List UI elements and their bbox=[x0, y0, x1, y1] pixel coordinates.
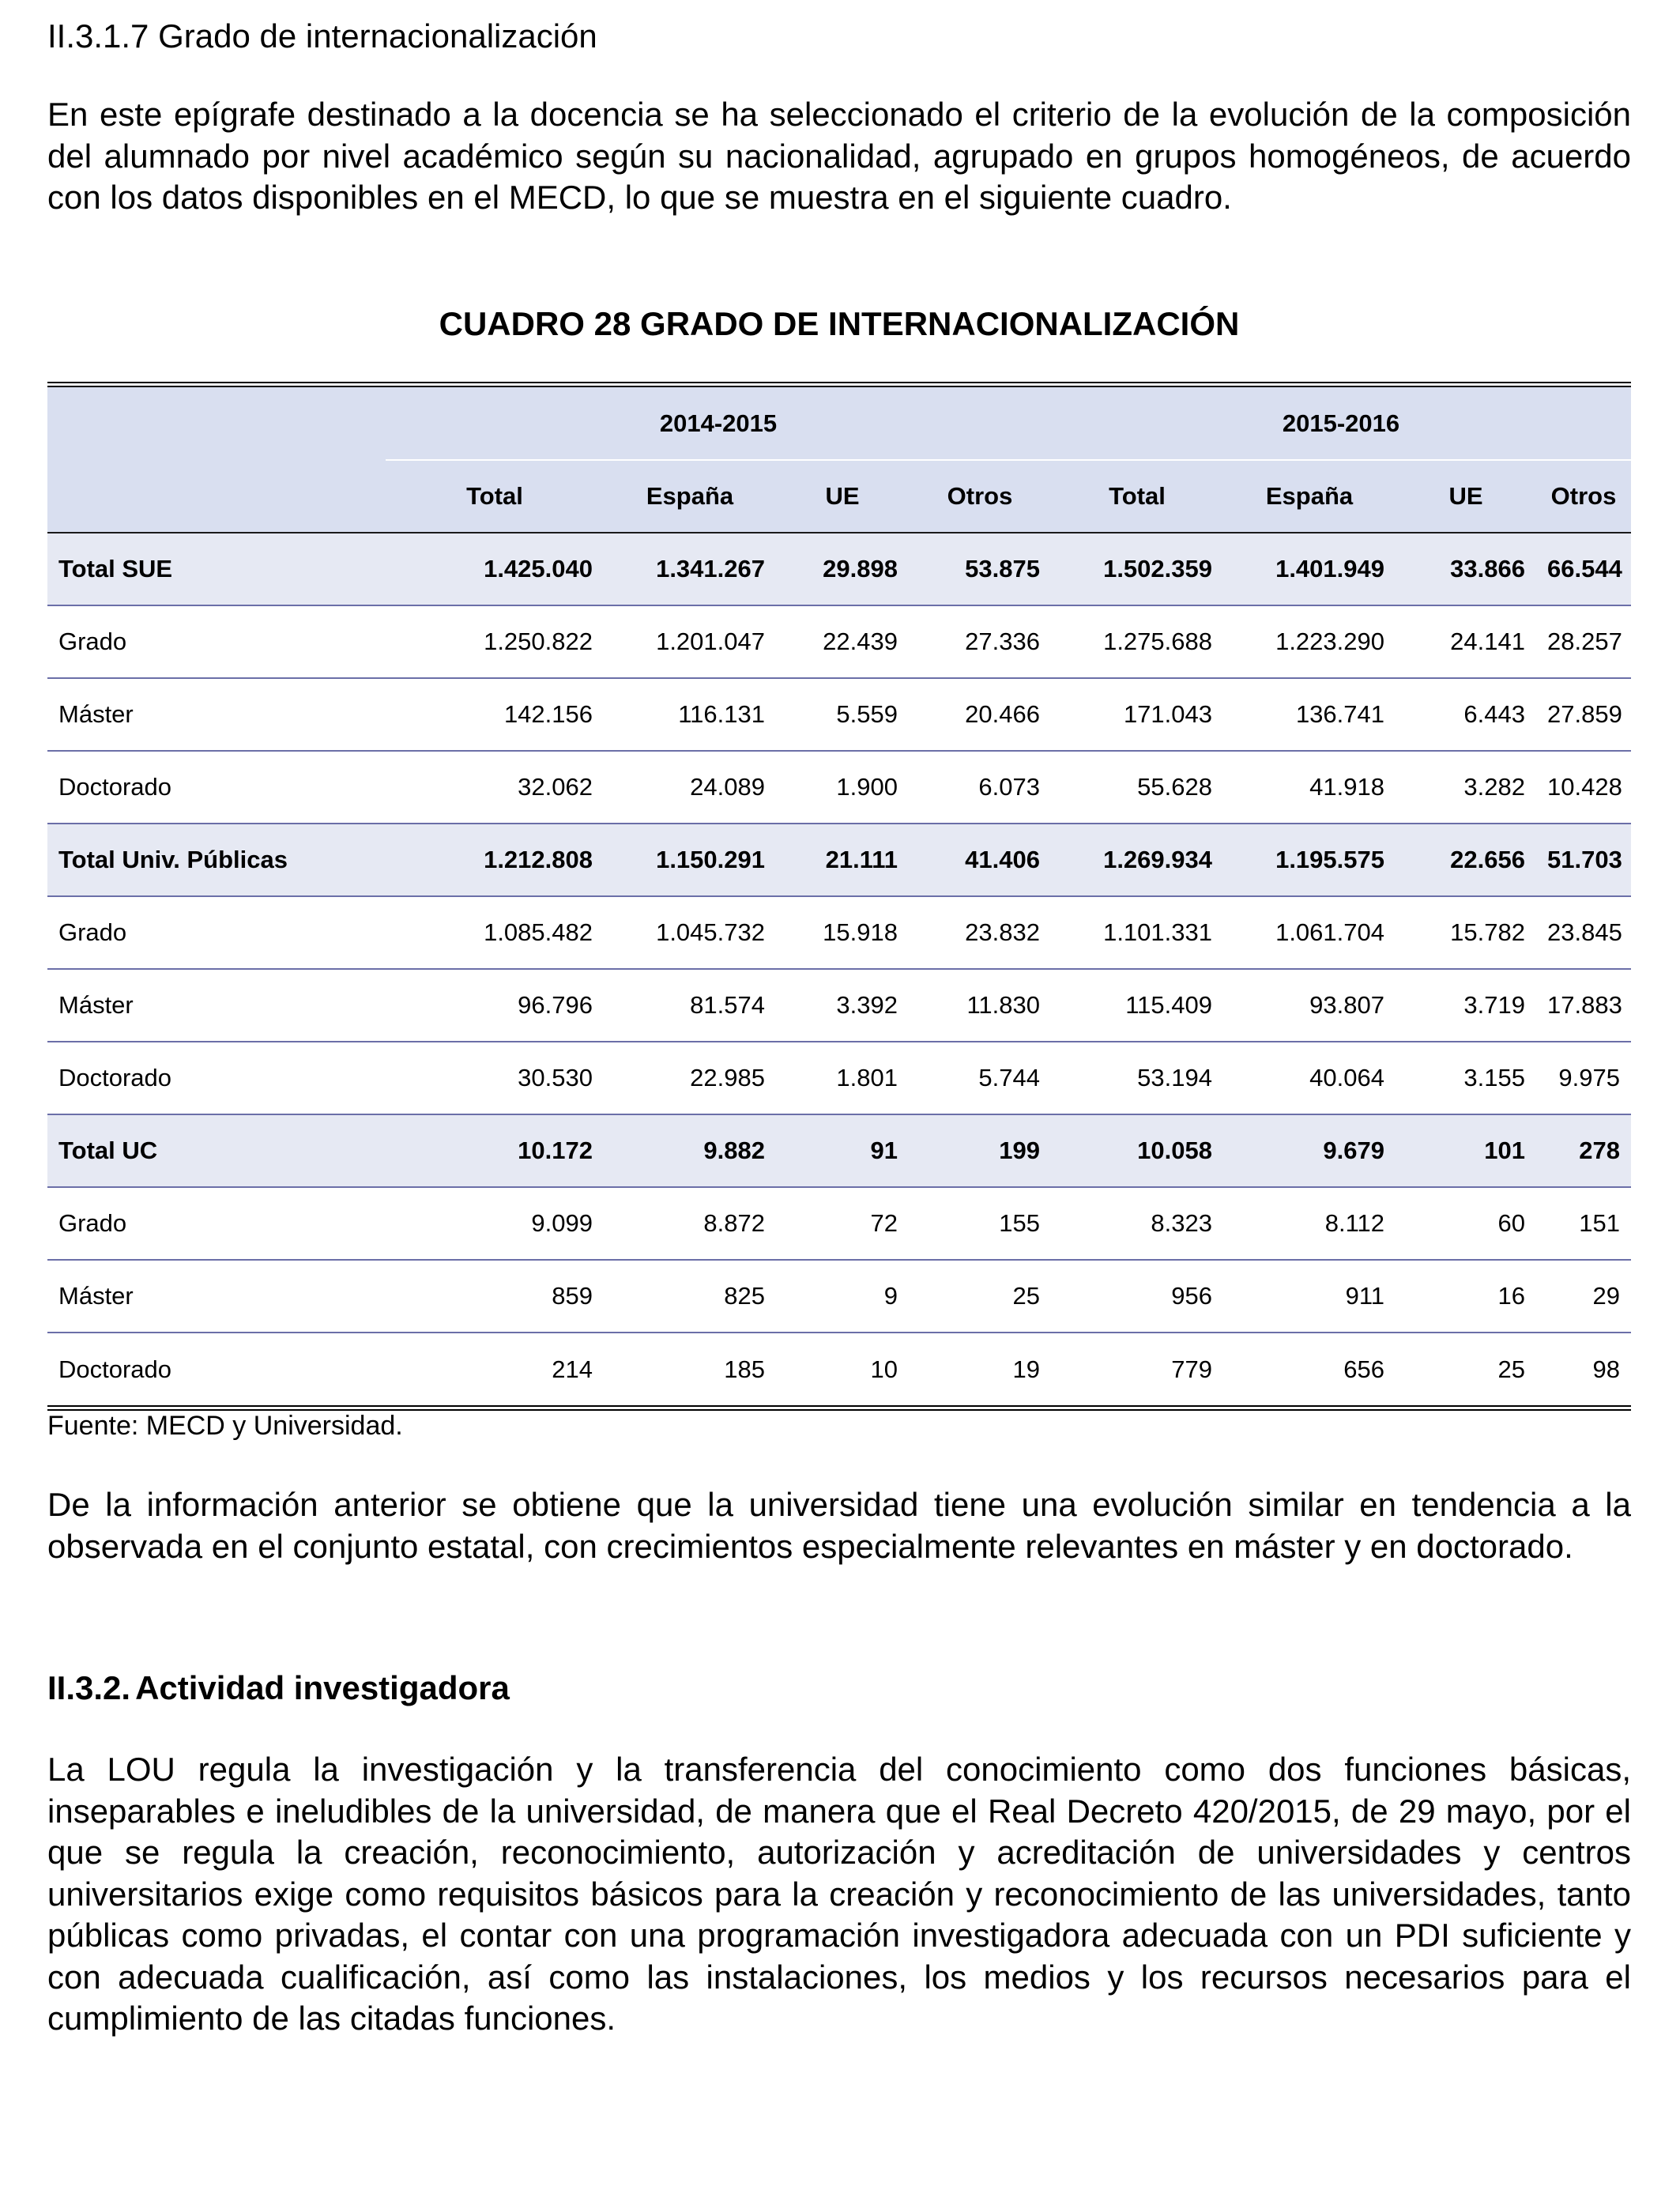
table-cell: 1.061.704 bbox=[1223, 896, 1396, 969]
row-label: Total Univ. Públicas bbox=[47, 824, 386, 896]
table-cell: 30.530 bbox=[386, 1042, 604, 1114]
table-cell: 91 bbox=[776, 1114, 909, 1187]
table-cell: 25 bbox=[1497, 1355, 1525, 1383]
table-cell: 10.428 bbox=[1536, 751, 1631, 824]
row-label: Total SUE bbox=[47, 533, 386, 605]
table-cell: 3.719 bbox=[1396, 969, 1536, 1042]
table-cell: 1.425.040 bbox=[386, 533, 604, 605]
column-header: Otros bbox=[909, 460, 1051, 533]
table-cell: 23.832 bbox=[909, 896, 1051, 969]
year-header: 2015-2016 bbox=[1051, 387, 1631, 460]
table-cell: 115.409 bbox=[1051, 969, 1223, 1042]
table-row bbox=[47, 605, 1631, 678]
table-cell: 15.918 bbox=[776, 896, 909, 969]
table-cell: 779 bbox=[1171, 1355, 1212, 1383]
table-cell: 15.782 bbox=[1396, 896, 1536, 969]
column-header: UE bbox=[1396, 460, 1536, 533]
table-cell: 8.872 bbox=[604, 1187, 776, 1260]
table-cell: 98 bbox=[1592, 1355, 1620, 1383]
table-row bbox=[47, 969, 1631, 1042]
table-cell: 155 bbox=[909, 1187, 1051, 1260]
table-cell: 32.062 bbox=[386, 751, 604, 824]
table-cell: 5.559 bbox=[776, 678, 909, 751]
row-label: Máster bbox=[47, 969, 386, 1042]
table-row bbox=[47, 896, 1631, 969]
table-cell: 151 bbox=[1536, 1187, 1631, 1260]
conclusion-paragraph: De la información anterior se obtiene que la universidad tiene una evolución similar en tendencia a la observada en el conjunto estatal, con crecimientos especialmente relevantes en máster y en doctorado. bbox=[47, 1486, 1631, 1565]
table-cell: 60 bbox=[1396, 1187, 1536, 1260]
row-label: Grado bbox=[47, 605, 386, 678]
internationalization-table bbox=[47, 382, 1631, 1411]
table-cell: 27.859 bbox=[1536, 678, 1631, 751]
table-cell: 3.392 bbox=[776, 969, 909, 1042]
table-cell: 656 bbox=[1343, 1355, 1384, 1383]
table-source: Fuente: MECD y Universidad. bbox=[47, 1411, 403, 1441]
table-cell: 53.194 bbox=[1051, 1042, 1223, 1114]
table-body bbox=[47, 533, 1631, 1405]
table-cell: 142.156 bbox=[386, 678, 604, 751]
column-header: Total bbox=[386, 460, 604, 533]
table-cell: 1.502.359 bbox=[1051, 533, 1223, 605]
table-cell: 1.150.291 bbox=[604, 824, 776, 896]
table-cell: 1.201.047 bbox=[604, 605, 776, 678]
table-cell: 9.882 bbox=[604, 1114, 776, 1187]
table-cell: 29 bbox=[1536, 1260, 1631, 1333]
table-cell: 23.845 bbox=[1536, 896, 1631, 969]
row-label: Grado bbox=[47, 896, 386, 969]
table-cell: 3.282 bbox=[1396, 751, 1536, 824]
row-label: Máster bbox=[47, 678, 386, 751]
corner-cell bbox=[47, 387, 386, 533]
table-cell: 278 bbox=[1536, 1114, 1631, 1187]
table-row bbox=[47, 1187, 1631, 1260]
table-cell: 1.801 bbox=[776, 1042, 909, 1114]
table-title: CUADRO 28 GRADO DE INTERNACIONALIZACIÓN bbox=[439, 305, 1240, 342]
table-cell: 171.043 bbox=[1051, 678, 1223, 751]
table-cell: 1.212.808 bbox=[386, 824, 604, 896]
table-cell: 17.883 bbox=[1536, 969, 1631, 1042]
section-paragraph: La LOU regula la investigación y la transferencia del conocimiento como dos funciones básicas, inseparables e ineludibles de la universidad, de manera que el Real Decreto 420/2015, de 29 mayo, por el que se regula la creación, reconocimiento, autorización y acreditación de universidades y centros universitarios exige como requisitos básicos para la creación y reconocimiento de las universidades, tanto públicas como privadas, el contar con una programación investigadora adecuada con un PDI suficiente y con adecuada cualificación, así como las instalaciones, los medios y los recursos necesarios para el cumplimiento de las citadas funciones. bbox=[47, 1751, 1631, 2037]
table-row bbox=[47, 678, 1631, 751]
subsection-heading: II.3.1.7 Grado de internacionalización bbox=[47, 17, 597, 55]
table-cell: 9.679 bbox=[1223, 1114, 1396, 1187]
table-cell: 10.058 bbox=[1051, 1114, 1223, 1187]
table-cell: 10.172 bbox=[386, 1114, 604, 1187]
table-cell: 11.830 bbox=[909, 969, 1051, 1042]
table-cell: 5.744 bbox=[909, 1042, 1051, 1114]
table-cell: 1.275.688 bbox=[1051, 605, 1223, 678]
table-cell: 33.866 bbox=[1396, 533, 1536, 605]
table-total-row bbox=[47, 533, 1631, 605]
table-cell: 53.875 bbox=[909, 533, 1051, 605]
table-cell: 1.223.290 bbox=[1223, 605, 1396, 678]
section-title: Actividad investigadora bbox=[135, 1669, 510, 1706]
table-cell: 41.918 bbox=[1223, 751, 1396, 824]
table-cell: 1.101.331 bbox=[1051, 896, 1223, 969]
table-row bbox=[47, 1333, 1631, 1405]
table-cell: 6.443 bbox=[1396, 678, 1536, 751]
table-cell: 24.141 bbox=[1396, 605, 1536, 678]
column-header: UE bbox=[776, 460, 909, 533]
table-cell: 1.195.575 bbox=[1223, 824, 1396, 896]
table-cell: 93.807 bbox=[1223, 969, 1396, 1042]
table-cell: 1.250.822 bbox=[386, 605, 604, 678]
section-heading bbox=[47, 1666, 510, 1710]
table-cell: 20.466 bbox=[909, 678, 1051, 751]
table-cell: 859 bbox=[386, 1260, 604, 1333]
row-label: Total UC bbox=[47, 1114, 386, 1187]
data-table bbox=[47, 387, 1631, 1405]
table-cell: 956 bbox=[1051, 1260, 1223, 1333]
table-total-row bbox=[47, 824, 1631, 896]
table-cell: 22.985 bbox=[604, 1042, 776, 1114]
table-cell: 1.401.949 bbox=[1223, 533, 1396, 605]
table-cell: 29.898 bbox=[776, 533, 909, 605]
table-cell: 72 bbox=[776, 1187, 909, 1260]
table-total-row bbox=[47, 1114, 1631, 1187]
table-cell: 19 bbox=[1012, 1355, 1040, 1383]
table-row bbox=[47, 1260, 1631, 1333]
table-cell: 55.628 bbox=[1051, 751, 1223, 824]
table-cell: 22.656 bbox=[1396, 824, 1536, 896]
table-cell: 116.131 bbox=[604, 678, 776, 751]
column-header: Total bbox=[1051, 460, 1223, 533]
table-cell: 8.112 bbox=[1223, 1187, 1396, 1260]
table-cell: 51.703 bbox=[1536, 824, 1631, 896]
table-cell: 27.336 bbox=[909, 605, 1051, 678]
section-number: II.3.2. bbox=[47, 1669, 131, 1706]
column-header: Otros bbox=[1536, 460, 1631, 533]
year-header-row bbox=[47, 387, 1631, 460]
table-cell: 8.323 bbox=[1051, 1187, 1223, 1260]
row-label: Doctorado bbox=[47, 751, 386, 824]
row-label: Doctorado bbox=[58, 1355, 172, 1383]
table-cell: 22.439 bbox=[776, 605, 909, 678]
table-cell: 1.085.482 bbox=[386, 896, 604, 969]
table-cell: 1.341.267 bbox=[604, 533, 776, 605]
table-cell: 199 bbox=[909, 1114, 1051, 1187]
table-row bbox=[47, 751, 1631, 824]
row-label: Máster bbox=[47, 1260, 386, 1333]
table-cell: 6.073 bbox=[909, 751, 1051, 824]
table-cell: 101 bbox=[1396, 1114, 1536, 1187]
table-cell: 28.257 bbox=[1536, 605, 1631, 678]
table-cell: 21.111 bbox=[776, 824, 909, 896]
row-label: Grado bbox=[47, 1187, 386, 1260]
table-cell: 66.544 bbox=[1536, 533, 1631, 605]
table-cell: 9.099 bbox=[386, 1187, 604, 1260]
table-cell: 9 bbox=[776, 1260, 909, 1333]
intro-paragraph: En este epígrafe destinado a la docencia se ha seleccionado el criterio de la evolución de la composición del alumnado por nivel académico según su nacionalidad, agrupado en grupos homogéneos, de acuerdo con los datos disponibles en el MECD, lo que se muestra en el siguiente cuadro. bbox=[47, 96, 1631, 216]
table-cell: 81.574 bbox=[604, 969, 776, 1042]
table-cell: 1.900 bbox=[776, 751, 909, 824]
table-cell: 1.269.934 bbox=[1051, 824, 1223, 896]
table-row bbox=[47, 1042, 1631, 1114]
table-cell: 24.089 bbox=[604, 751, 776, 824]
table-cell: 825 bbox=[604, 1260, 776, 1333]
year-header: 2014-2015 bbox=[386, 387, 1051, 460]
table-cell: 3.155 bbox=[1396, 1042, 1536, 1114]
table-top-rule bbox=[47, 382, 1631, 387]
table-cell: 185 bbox=[724, 1355, 765, 1383]
table-cell: 9.975 bbox=[1536, 1042, 1631, 1114]
table-cell: 40.064 bbox=[1223, 1042, 1396, 1114]
table-cell: 1.045.732 bbox=[604, 896, 776, 969]
table-cell: 911 bbox=[1223, 1260, 1396, 1333]
column-header: España bbox=[1223, 460, 1396, 533]
table-cell: 96.796 bbox=[386, 969, 604, 1042]
table-cell: 16 bbox=[1396, 1260, 1536, 1333]
table-cell: 10 bbox=[870, 1355, 898, 1383]
column-header: España bbox=[604, 460, 776, 533]
table-cell: 136.741 bbox=[1223, 678, 1396, 751]
row-label: Doctorado bbox=[47, 1042, 386, 1114]
table-cell: 41.406 bbox=[909, 824, 1051, 896]
table-cell: 214 bbox=[552, 1355, 593, 1383]
table-cell: 25 bbox=[909, 1260, 1051, 1333]
